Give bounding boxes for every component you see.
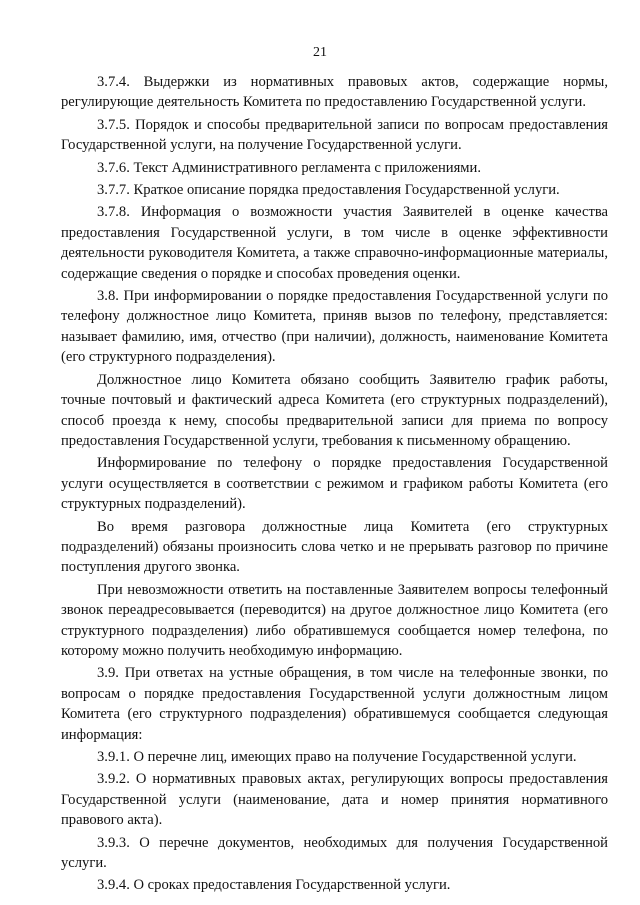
- paragraph-3-7-8: 3.7.8. Информация о возможности участия Заявителей в оценке качества предоставления Государственной услуги, в том числе в оценке эффективности деятельности руководителя Комитета, а также справочно-информационные материалы, содержащие сведения о порядке и способах проведения оценки.: [61, 204, 608, 282]
- paragraph-3-9-2: 3.9.2. О нормативных правовых актах, регулирующих вопросы предоставления Государственной услуги (наименование, дата и номер принятия нормативного правового акта).: [61, 771, 608, 829]
- paragraph-3-9-3: 3.9.3. О перечне документов, необходимых для получения Государственной услуги.: [61, 834, 608, 872]
- document-body: [61, 72, 608, 896]
- paragraph-3-7-7: 3.7.7. Краткое описание порядка предоставления Государственной услуги.: [97, 182, 560, 199]
- paragraph-official-obligations: Должностное лицо Комитета обязано сообщить Заявителю график работы, точные почтовый и фактический адреса Комитета (его структурных подразделений), способ проезда к нему, способы предварительной записи для приема по вопросу предоставления Государственной услуги, требования к письменному обращению.: [61, 371, 608, 449]
- paragraph-3-7-6: 3.7.6. Текст Административного регламента с приложениями.: [97, 159, 481, 176]
- paragraph-conversation-rules: Во время разговора должностные лица Комитета (его структурных подразделений) обязаны произносить слова четко и не прерывать разговор по причине поступления другого звонка.: [61, 518, 608, 576]
- paragraph-call-redirect: При невозможности ответить на поставленные Заявителем вопросы телефонный звонок переадресовывается (переводится) на другое должностное лицо Комитета (его структурного подразделения) либо обратившемуся сообщается номер телефона, по которому можно получить необходимую информацию.: [61, 581, 608, 659]
- paragraph-3-8: 3.8. При информировании о порядке предоставления Государственной услуги по телефону должностное лицо Комитета, приняв вызов по телефону, представляется: называет фамилию, имя, отчество (при наличии), должность, наименование Комитета (его структурного подразделения).: [61, 288, 608, 366]
- paragraph-3-9-1: 3.9.1. О перечне лиц, имеющих право на получение Государственной услуги.: [97, 749, 577, 765]
- paragraph-phone-informing: Информирование по телефону о порядке предоставления Государственной услуги осуществляется в соответствии с режимом и графиком работы Комитета (его структурных подразделений).: [61, 455, 608, 513]
- paragraph-3-7-5: 3.7.5. Порядок и способы предварительной записи по вопросам предоставления Государственной услуги, на получение Государственной услуги.: [61, 116, 608, 154]
- paragraph-3-7-4: 3.7.4. Выдержки из нормативных правовых актов, содержащие нормы, регулирующие деятельность Комитета по предоставлению Государственной услуги.: [61, 74, 608, 111]
- page-number: 21: [313, 45, 327, 60]
- paragraph-3-9: 3.9. При ответах на устные обращения, в том числе на телефонные звонки, по вопросам о порядке предоставления Государственной услуги должностным лицом Комитета (его структурного подразделения) обратившемуся сообщается следующая информация:: [61, 665, 608, 743]
- paragraph-3-9-4: 3.9.4. О сроках предоставления Государственной услуги.: [97, 877, 451, 894]
